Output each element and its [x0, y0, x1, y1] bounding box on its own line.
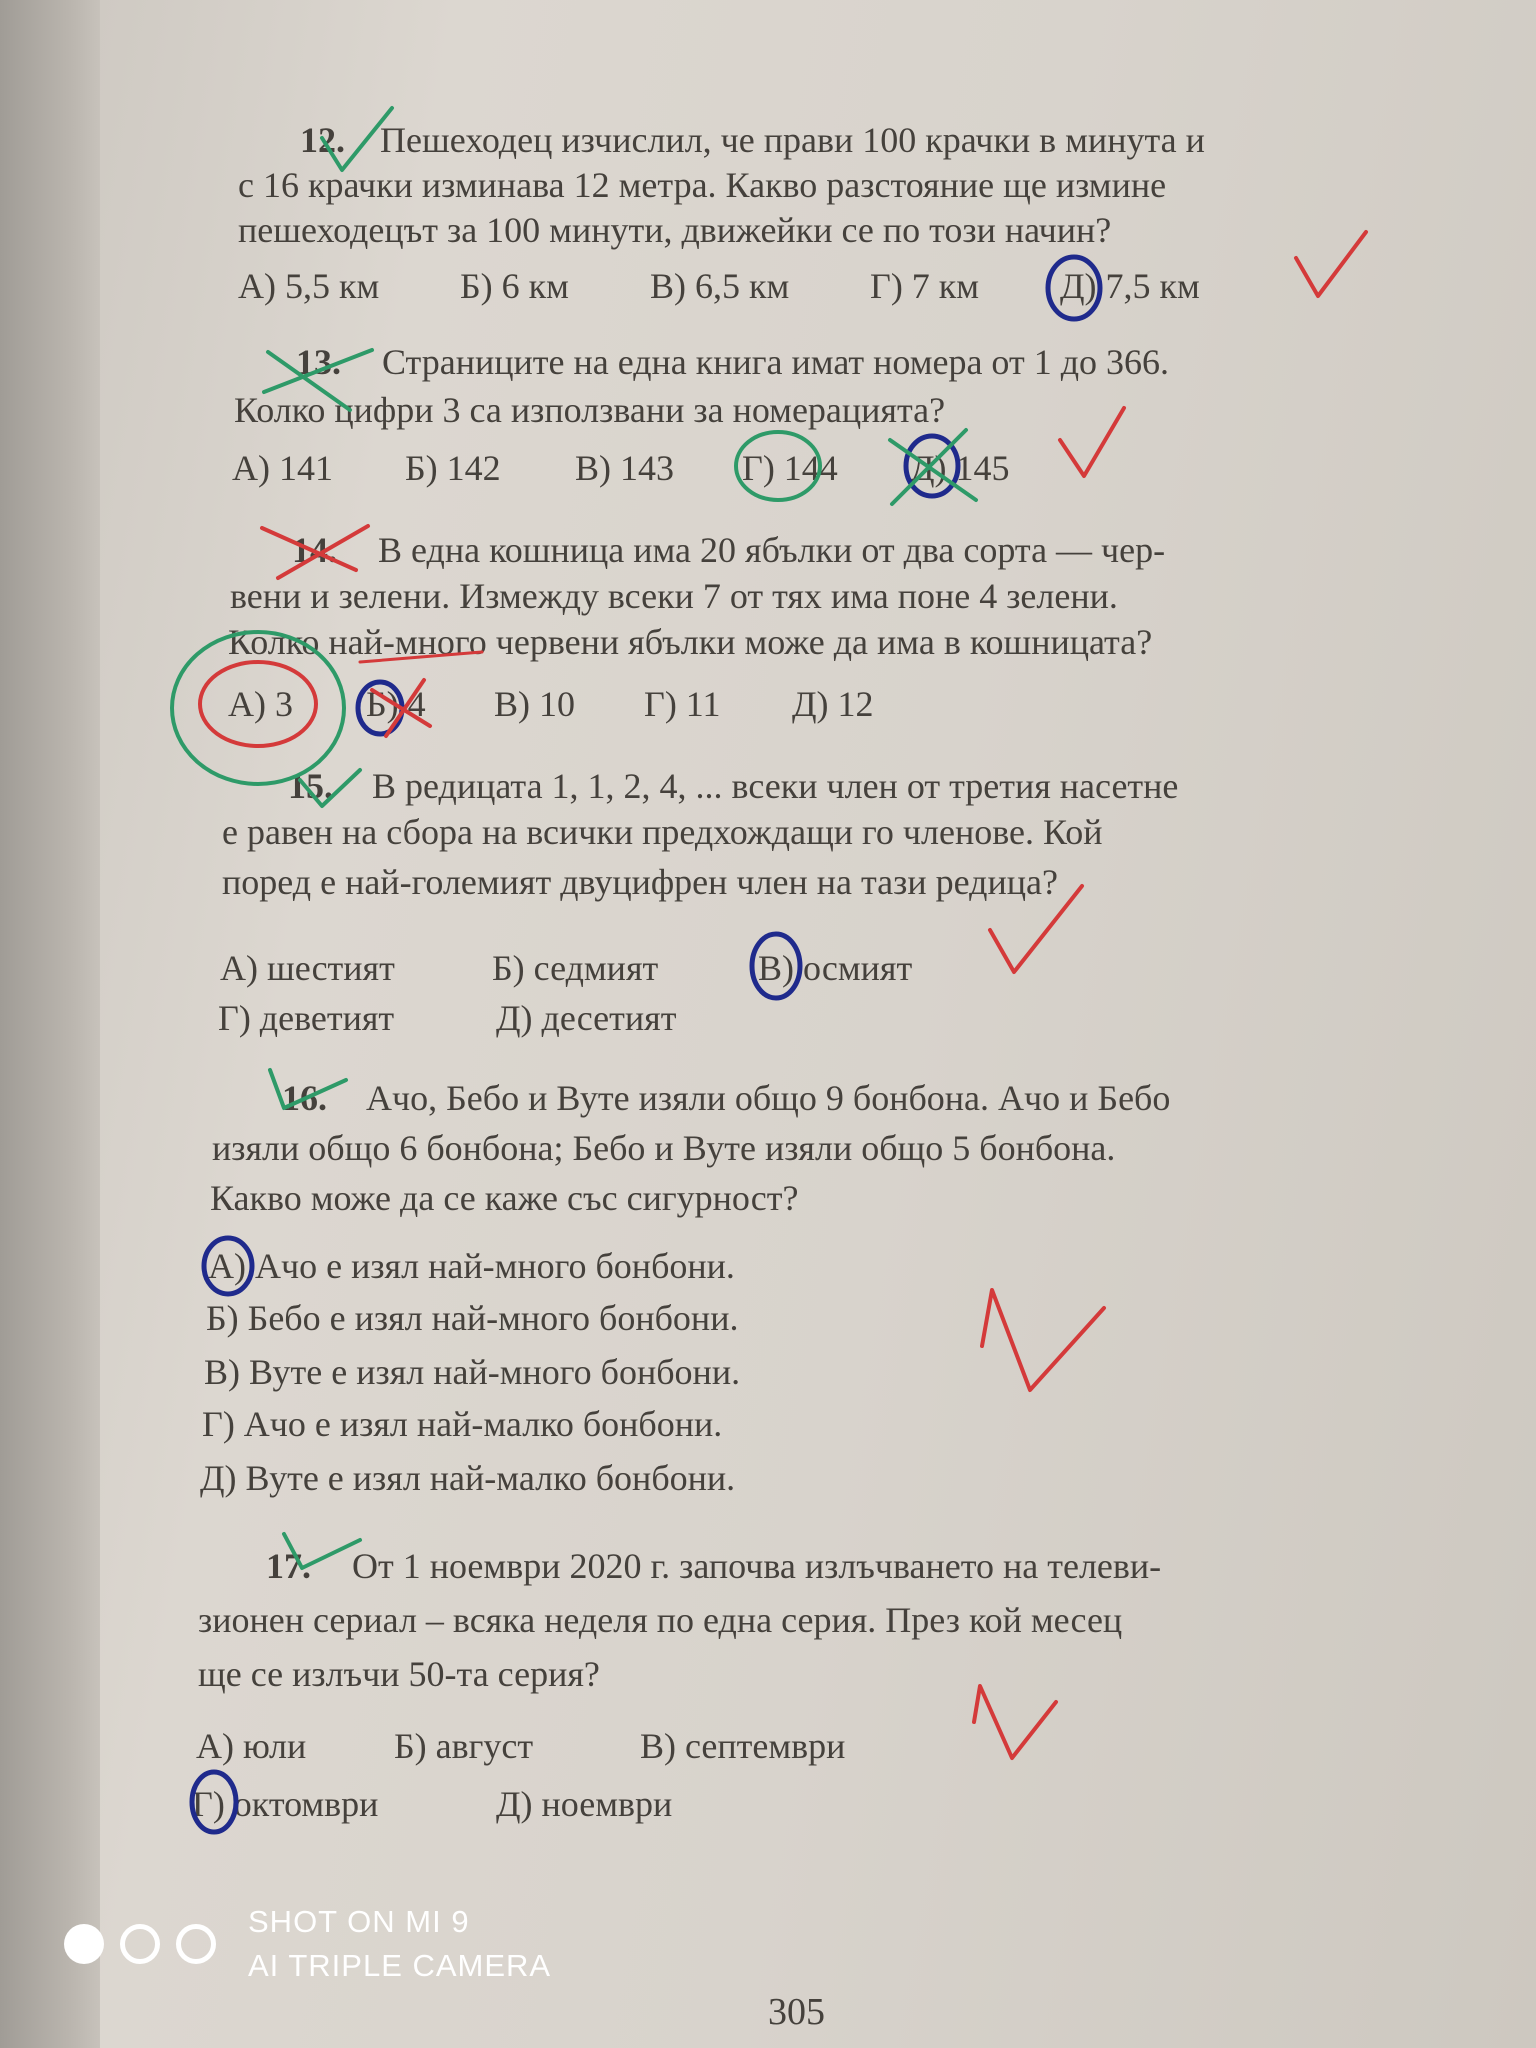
question-text-line: поред е най-големият двуцифрен член на тази редица? — [222, 862, 1058, 902]
question-text-line: Ачо, Бебо и Вуте изяли общо 9 бонбона. Ачо и Бебо — [366, 1078, 1171, 1118]
answer-option[interactable]: А) шестият — [220, 948, 395, 988]
answer-option[interactable]: Д) 145 — [910, 448, 1010, 488]
answer-option[interactable]: А) 141 — [232, 448, 333, 488]
question-text-line: изяли общо 6 бонбона; Бебо и Вуте изяли общо 5 бонбона. — [212, 1128, 1116, 1168]
question-text-line: В една кошница има 20 ябълки от два сорта — чер- — [378, 530, 1166, 570]
question-number: 17. — [266, 1546, 311, 1586]
answer-option[interactable]: Г) деветият — [218, 998, 395, 1038]
answer-option[interactable]: В) 143 — [575, 448, 674, 488]
answer-option[interactable]: В) 10 — [494, 684, 575, 724]
question-text-line: ще се излъчи 50-та серия? — [198, 1654, 600, 1694]
watermark-filled-dot-icon — [64, 1924, 104, 1964]
question-text-line: Какво може да се каже със сигурност? — [210, 1178, 799, 1218]
question-number: 14. — [292, 530, 337, 570]
watermark-line-1: SHOT ON MI 9 — [248, 1904, 470, 1939]
watermark-line-2: AI TRIPLE CAMERA — [248, 1948, 552, 1983]
answer-option[interactable]: А) Ачо е изял най-много бонбони. — [208, 1246, 735, 1286]
answer-option[interactable]: Г) 11 — [644, 684, 721, 724]
answer-option[interactable]: А) 3 — [228, 684, 293, 724]
question-text-line: Колко цифри 3 са използвани за номерацията? — [234, 390, 946, 430]
question-text-line: е равен на сбора на всички предхождащи го членове. Кой — [222, 812, 1103, 852]
answer-option[interactable]: Б) 142 — [405, 448, 501, 488]
answer-option[interactable]: В) септември — [640, 1726, 846, 1766]
answer-option[interactable]: Г) 7 км — [870, 266, 980, 306]
question-number: 15. — [288, 766, 333, 806]
answer-option[interactable]: Б) 4 — [366, 684, 426, 724]
question-number: 12. — [300, 120, 345, 160]
question-number: 13. — [296, 342, 341, 382]
answer-option[interactable]: Б) август — [394, 1726, 534, 1766]
question-text-line: пешеходецът за 100 минути, движейки се по този начин? — [238, 210, 1112, 250]
adjacent-page-edge — [0, 0, 100, 2048]
answer-option[interactable]: А) юли — [196, 1726, 307, 1766]
question-text-line: Колко най-много червени ябълки може да има в кошницата? — [228, 622, 1153, 662]
question-text-line: От 1 ноември 2020 г. започва излъчването на телеви- — [352, 1546, 1162, 1586]
answer-option[interactable]: Б) 6 км — [460, 266, 569, 306]
answer-option[interactable]: В) осмият — [758, 948, 913, 988]
answer-option[interactable]: Б) Бебо е изял най-много бонбони. — [206, 1298, 739, 1338]
question-number: 16. — [282, 1078, 327, 1118]
answer-option[interactable]: Д) 7,5 км — [1060, 266, 1200, 306]
answer-option[interactable]: Д) Вуте е изял най-малко бонбони. — [200, 1458, 736, 1498]
question-text-line: вени и зелени. Измежду всеки 7 от тях има поне 4 зелени. — [230, 576, 1118, 616]
answer-option[interactable]: Г) октомври — [192, 1784, 379, 1824]
answer-option[interactable]: В) Вуте е изял най-много бонбони. — [204, 1352, 741, 1392]
question-text-line: зионен сериал – всяка неделя по една серия. През кой месец — [198, 1600, 1123, 1640]
question-text-line: с 16 крачки изминава 12 метра. Какво разстояние ще измине — [238, 165, 1167, 205]
answer-option[interactable]: Д) 12 — [792, 684, 874, 724]
question-text-line: В редицата 1, 1, 2, 4, ... всеки член от третия насетне — [372, 766, 1179, 806]
watermark-ring-icon — [176, 1924, 216, 1964]
question-text-line: Страниците на една книга имат номера от 1 до 366. — [382, 342, 1170, 382]
answer-option[interactable]: Г) Ачо е изял най-малко бонбони. — [202, 1404, 723, 1444]
answer-option[interactable]: Г) 144 — [742, 448, 838, 488]
answer-option[interactable]: Б) седмият — [492, 948, 659, 988]
watermark-ring-icon — [120, 1924, 160, 1964]
answer-option[interactable]: Д) ноември — [496, 1784, 673, 1824]
answer-option[interactable]: А) 5,5 км — [238, 266, 380, 306]
page-number: 305 — [768, 1991, 825, 2033]
question-text-line: Пешеходец изчислил, че прави 100 крачки в минута и — [380, 120, 1205, 160]
answer-option[interactable]: В) 6,5 км — [650, 266, 790, 306]
answer-option[interactable]: Д) десетият — [496, 998, 677, 1038]
